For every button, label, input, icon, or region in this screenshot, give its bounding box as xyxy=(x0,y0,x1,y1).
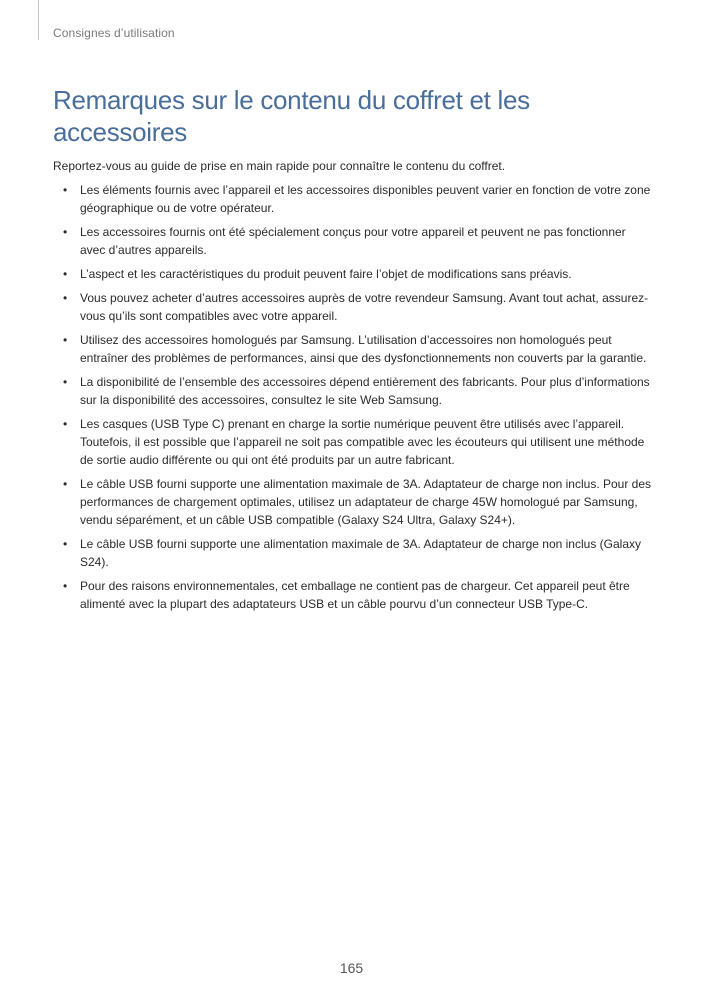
note-text: Le câble USB fourni supporte une alimentation maximale de 3A. Adaptateur de charge non inclus (Galaxy S24). xyxy=(80,537,641,569)
bullet-icon: • xyxy=(63,579,68,593)
bullet-icon: • xyxy=(63,225,68,239)
note-text: Le câble USB fourni supporte une alimentation maximale de 3A. Adaptateur de charge non inclus. Pour des performances de chargement optimales, utilisez un adaptateur de charge 45W homologué par Samsung, vendu séparément, et un câble USB compatible (Galaxy S24 Ultra, Galaxy S24+). xyxy=(80,477,652,527)
list-item xyxy=(53,577,653,613)
notes-list xyxy=(53,181,653,619)
page-number: 165 xyxy=(339,960,364,976)
note-text: L’aspect et les caractéristiques du produit peuvent faire l’objet de modifications sans préavis. xyxy=(80,267,572,281)
list-item xyxy=(53,223,653,259)
note-text: Les éléments fournis avec l’appareil et les accessoires disponibles peuvent varier en fonction de votre zone géographique ou de votre opérateur. xyxy=(80,183,651,215)
bullet-icon: • xyxy=(63,183,68,197)
bullet-icon: • xyxy=(63,417,68,431)
running-header: Consignes d’utilisation xyxy=(53,26,175,40)
note-text: La disponibilité de l’ensemble des accessoires dépend entièrement des fabricants. Pour plus d’informations sur la disponibilité des accessoires, consultez le site Web Samsung. xyxy=(80,375,650,407)
note-text: Vous pouvez acheter d’autres accessoires auprès de votre revendeur Samsung. Avant tout achat, assurez-vous qu’ils sont compatibles avec votre appareil. xyxy=(80,291,649,323)
note-text: Les casques (USB Type C) prenant en charge la sortie numérique peuvent être utilisés avec l’appareil. Toutefois, il est possible que l’appareil ne soit pas compatible avec les écouteurs qui utilisent une méthode de sortie audio différente ou qui ont été produits par un autre fabricant. xyxy=(80,417,645,467)
bullet-icon: • xyxy=(63,333,68,347)
list-item xyxy=(53,475,653,529)
list-item xyxy=(53,415,653,469)
bullet-icon: • xyxy=(63,537,68,551)
note-text: Pour des raisons environnementales, cet emballage ne contient pas de chargeur. Cet appareil peut être alimenté avec la plupart des adaptateurs USB et un câble pourvu d’un connecteur USB Type-C. xyxy=(80,579,630,611)
list-item xyxy=(53,289,653,325)
bullet-icon: • xyxy=(63,375,68,389)
note-text: Utilisez des accessoires homologués par Samsung. L’utilisation d’accessoires non homologués peut entraîner des problèmes de performances, ainsi que des dysfonctionnements non couverts par la garantie. xyxy=(80,333,647,365)
list-item xyxy=(53,331,653,367)
list-item xyxy=(53,181,653,217)
list-item xyxy=(53,373,653,409)
list-item xyxy=(53,265,653,283)
bullet-icon: • xyxy=(63,267,68,281)
intro-paragraph: Reportez-vous au guide de prise en main rapide pour connaître le contenu du coffret. xyxy=(53,159,506,173)
bullet-icon: • xyxy=(63,291,68,305)
header-divider xyxy=(38,0,39,40)
section-title: Remarques sur le contenu du coffret et les accessoires xyxy=(53,85,530,147)
list-item xyxy=(53,535,653,571)
bullet-icon: • xyxy=(63,477,68,491)
note-text: Les accessoires fournis ont été spécialement conçus pour votre appareil et peuvent ne pas fonctionner avec d’autres appareils. xyxy=(80,225,626,257)
